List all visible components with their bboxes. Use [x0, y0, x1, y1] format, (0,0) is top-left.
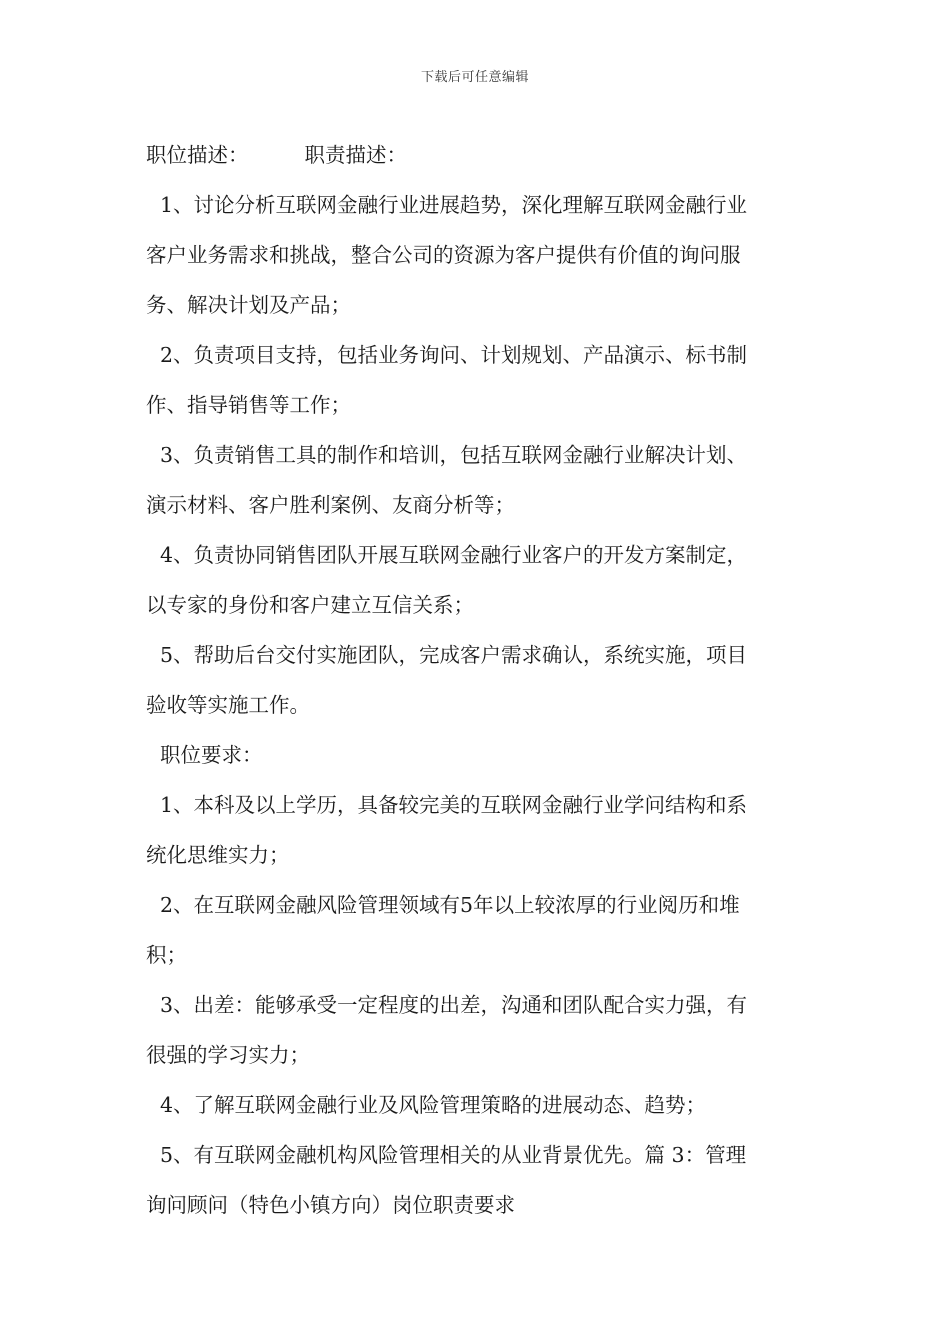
paragraph-line: 1、讨论分析互联网金融行业进展趋势，深化理解互联网金融行业	[160, 193, 748, 217]
paragraph-line: 3、负责销售工具的制作和培训，包括互联网金融行业解决计划、	[160, 443, 748, 467]
paragraph-line: 统化思维实力；	[146, 843, 290, 867]
position-requirements-heading: 职位要求：	[160, 743, 263, 767]
paragraph-line: 客户业务需求和挑战，整合公司的资源为客户提供有价值的询问服	[146, 243, 741, 267]
paragraph-line: 以专家的身份和客户建立互信关系；	[146, 593, 474, 617]
paragraph-line: 2、在互联网金融风险管理领域有5年以上较浓厚的行业阅历和堆	[160, 893, 740, 917]
responsibility-description-heading: 职责描述：	[304, 143, 407, 167]
document-body	[146, 130, 810, 1230]
position-description-heading: 职位描述：	[146, 143, 249, 167]
paragraph-line: 5、有互联网金融机构风险管理相关的从业背景优先。篇 3：管理	[160, 1143, 747, 1167]
section-heading-line	[146, 130, 810, 180]
paragraph-line: 积；	[146, 943, 187, 967]
paragraph-line: 很强的学习实力；	[146, 1043, 310, 1067]
paragraph-line: 5、帮助后台交付实施团队，完成客户需求确认，系统实施，项目	[160, 643, 748, 667]
paragraph-line: 4、了解互联网金融行业及风险管理策略的进展动态、趋势；	[160, 1093, 707, 1117]
paragraph-line: 验收等实施工作。	[146, 693, 310, 717]
download-note: 下载后可任意编辑	[420, 70, 529, 85]
paragraph-line: 3、出差：能够承受一定程度的出差，沟通和团队配合实力强，有	[160, 993, 748, 1017]
paragraph-line: 1、本科及以上学历，具备较完美的互联网金融行业学问结构和系	[160, 793, 748, 817]
paragraph-line: 作、指导销售等工作；	[146, 393, 351, 417]
paragraph-line: 2、负责项目支持，包括业务询问、计划规划、产品演示、标书制	[160, 343, 748, 367]
paragraph-line: 询问顾问（特色小镇方向）岗位职责要求	[146, 1193, 515, 1217]
paragraph-line: 演示材料、客户胜利案例、友商分析等；	[146, 493, 515, 517]
paragraph-line: 务、解决计划及产品；	[146, 293, 351, 317]
paragraph-line: 4、负责协同销售团队开展互联网金融行业客户的开发方案制定，	[160, 543, 748, 567]
